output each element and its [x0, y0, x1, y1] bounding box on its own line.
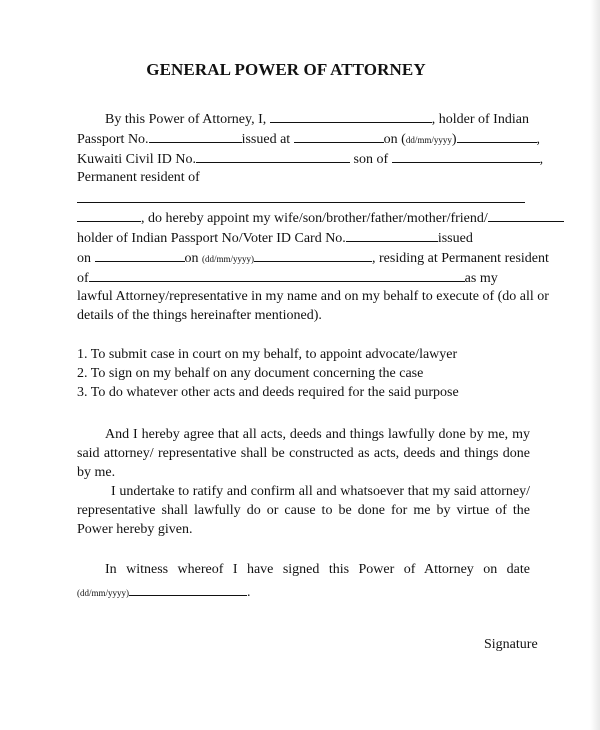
comma: , [539, 152, 544, 167]
appoint-text: , do hereby appoint my wife/son/brother/father/mother/friend/ [141, 211, 488, 226]
grant-text-1b: , holder of Indian [431, 112, 529, 127]
issued-label: issued [437, 231, 473, 246]
comma: , [536, 132, 541, 147]
hereinafter-text: details of the things hereinafter mentioned). [77, 308, 322, 323]
of-label: of [77, 271, 89, 286]
witness-paragraph: In witness whereof I have signed this Power of Attorney on date [105, 562, 530, 577]
attorney-id-blank[interactable] [346, 228, 438, 242]
period: . [247, 585, 251, 600]
attorney-name-blank[interactable] [488, 208, 564, 222]
address-cont-blank[interactable] [77, 208, 141, 222]
grant-line-6 [77, 208, 564, 228]
passport-number-blank[interactable] [149, 129, 242, 143]
lawful-attorney-text: lawful Attorney/representative in my name and on my behalf to execute of (do all or [77, 289, 549, 304]
witness-date-blank[interactable] [129, 582, 247, 596]
passport-label: Passport No. [77, 132, 149, 147]
document-title: GENERAL POWER OF ATTORNEY [146, 60, 426, 79]
date-format-hint: (dd/mm/yyyy) [202, 254, 254, 264]
on-label: on ( [383, 132, 406, 147]
attorney-address-blank[interactable] [89, 268, 465, 282]
grant-line-9 [77, 268, 498, 288]
civil-id-blank[interactable] [196, 149, 350, 163]
list-item: 2. To sign on my behalf on any document concerning the case [77, 366, 424, 381]
date-format-hint: (dd/mm/yyyy) [77, 588, 129, 598]
son-of-label: son of [350, 152, 392, 167]
date-format-close: ) [451, 132, 457, 147]
attorney-id-issue-place-blank[interactable] [95, 248, 185, 262]
on-label-2: on [184, 251, 202, 266]
witness-date-line [77, 582, 251, 602]
grant-line-8 [77, 248, 549, 268]
issued-at-label: issued at [241, 132, 294, 147]
grant-line-3 [77, 149, 543, 169]
ratify-paragraph: I undertake to ratify and confirm all and whatsoever that my said attorney/ representative shall lawfully do or cause to be done for me by virtue of the Power hereby given. [77, 484, 530, 537]
residing-text: , residing at Permanent resident [372, 251, 549, 266]
date-format-hint: dd/mm/yyyy [405, 135, 452, 145]
issued-at-blank[interactable] [294, 129, 384, 143]
page-edge-shadow [590, 0, 600, 730]
grant-line-1 [105, 109, 529, 129]
signature-label: Signature [484, 637, 538, 652]
grant-line-2 [77, 129, 540, 149]
grant-line-7 [77, 228, 473, 248]
as-my-label: as my [464, 271, 498, 286]
list-item: 1. To submit case in court on my behalf, to appoint advocate/lawyer [77, 347, 458, 362]
permanent-resident-label: Permanent resident of [77, 170, 200, 185]
agreement-paragraph: And I hereby agree that all acts, deeds and things lawfully done by me, my said attorney/ representative shall be constructed as acts, deeds and things done by me. [77, 427, 530, 480]
list-item: 3. To do whatever other acts and deeds required for the said purpose [77, 385, 459, 400]
grantor-name-blank[interactable] [270, 109, 432, 123]
grant-line-5 [77, 189, 525, 209]
son-of-blank[interactable] [392, 149, 540, 163]
on-label: on [77, 251, 95, 266]
grant-text-1: By this Power of Attorney, I, [105, 112, 270, 127]
address-blank[interactable] [77, 189, 525, 203]
attorney-id-label: holder of Indian Passport No/Voter ID Card No. [77, 231, 346, 246]
attorney-id-date-blank[interactable] [254, 248, 372, 262]
issue-date-blank[interactable] [457, 129, 537, 143]
civil-id-label: Kuwaiti Civil ID No. [77, 152, 196, 167]
